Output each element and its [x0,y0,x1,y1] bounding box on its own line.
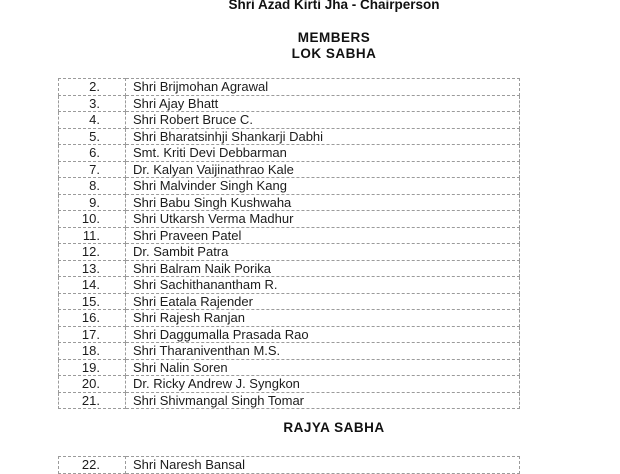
member-number-cell: 5. [59,128,126,145]
lok-sabha-heading: LOK SABHA [291,46,377,61]
member-number-cell: 4. [59,112,126,129]
member-row [59,359,520,376]
member-name-cell: Shri Sachithanantham R. [126,277,520,294]
member-name-cell: Dr. Kalyan Vaijinathrao Kale [126,161,520,178]
member-number-cell: 13. [59,260,126,277]
member-name-cell: Shri Robert Bruce C. [126,112,520,129]
member-number-cell: 7. [59,161,126,178]
member-name-cell: Shri Nalin Soren [126,359,520,376]
member-number-cell: 17. [59,326,126,343]
member-name-cell: Shri Shivmangal Singh Tomar [126,392,520,409]
member-number-cell: 11. [59,227,126,244]
member-row [59,211,520,228]
member-name-cell: Shri Ajay Bhatt [126,95,520,112]
member-row [59,79,520,96]
member-number-cell: 12. [59,244,126,261]
member-number-cell: 14. [59,277,126,294]
member-number-cell: 15. [59,293,126,310]
member-name-cell: Shri Bharatsinhji Shankarji Dabhi [126,128,520,145]
member-number-cell: 8. [59,178,126,195]
member-row [59,260,520,277]
member-row [59,161,520,178]
member-row [59,227,520,244]
member-number-cell: 19. [59,359,126,376]
member-number-cell: 2. [59,79,126,96]
member-number-cell: 6. [59,145,126,162]
member-name-cell: Shri Eatala Rajender [126,293,520,310]
member-row [59,293,520,310]
member-number-cell: 20. [59,376,126,393]
member-row [59,95,520,112]
member-row [59,112,520,129]
rajya-sabha-members-table [58,456,520,474]
member-number-cell: 22. [59,457,126,474]
member-number-cell: 10. [59,211,126,228]
member-row [59,392,520,409]
member-name-cell: Shri Praveen Patel [126,227,520,244]
member-number-cell: 3. [59,95,126,112]
member-name-cell: Shri Rajesh Ranjan [126,310,520,327]
member-name-cell: Shri Utkarsh Verma Madhur [126,211,520,228]
member-row [59,310,520,327]
member-number-cell: 9. [59,194,126,211]
member-name-cell: Shri Tharaniventhan M.S. [126,343,520,360]
member-row [59,194,520,211]
member-row [59,145,520,162]
member-row [59,178,520,195]
lok-sabha-members-table [58,78,520,409]
member-name-cell: Shri Daggumalla Prasada Rao [126,326,520,343]
member-row [59,277,520,294]
member-row [59,376,520,393]
member-name-cell: Shri Brijmohan Agrawal [126,79,520,96]
member-row [59,343,520,360]
member-name-cell: Shri Babu Singh Kushwaha [126,194,520,211]
member-name-cell: Dr. Sambit Patra [126,244,520,261]
member-name-cell: Shri Balram Naik Porika [126,260,520,277]
chairperson-line: Shri Azad Kirti Jha - Chairperson [228,0,440,12]
member-name-cell: Smt. Kriti Devi Debbarman [126,145,520,162]
member-row [59,128,520,145]
member-row [59,326,520,343]
members-heading: MEMBERS [297,30,371,45]
member-name-cell: Dr. Ricky Andrew J. Syngkon [126,376,520,393]
member-number-cell: 16. [59,310,126,327]
member-number-cell: 21. [59,392,126,409]
member-number-cell: 18. [59,343,126,360]
member-row [59,457,520,474]
member-name-cell: Shri Malvinder Singh Kang [126,178,520,195]
member-name-cell: Shri Naresh Bansal [126,457,520,474]
member-row [59,244,520,261]
rajya-sabha-heading: RAJYA SABHA [283,420,385,435]
